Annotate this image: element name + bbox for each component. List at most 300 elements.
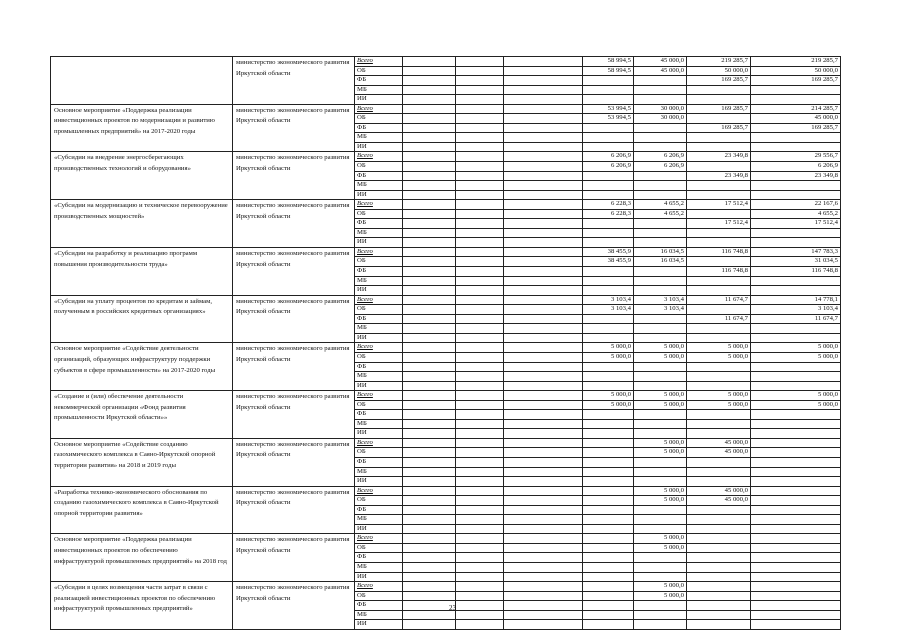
empty-cell <box>456 171 504 181</box>
empty-cell <box>403 553 456 563</box>
amount-cell-v1 <box>583 238 634 248</box>
funding-source-label: МБ <box>357 324 367 332</box>
funding-source <box>355 591 403 601</box>
amount-cell-v4 <box>751 524 841 534</box>
empty-cell <box>456 496 504 506</box>
empty-cell <box>456 247 504 257</box>
empty-cell <box>504 582 583 592</box>
funding-source-label: МБ <box>357 467 367 475</box>
funding-source <box>355 343 403 353</box>
empty-cell <box>403 467 456 477</box>
table-row <box>51 295 841 305</box>
amount-cell-v4 <box>751 181 841 191</box>
funding-source-label: ИИ <box>357 238 367 246</box>
empty-cell <box>403 505 456 515</box>
empty-cell <box>403 419 456 429</box>
funding-source-label: ОБ <box>357 305 366 313</box>
funding-source-label: ФБ <box>357 505 367 513</box>
funding-source <box>355 572 403 582</box>
amount-cell-v2 <box>634 477 687 487</box>
empty-cell <box>456 438 504 448</box>
amount-cell-v4: 169 285,7 <box>751 76 841 86</box>
funding-source-label: Всего <box>357 200 373 208</box>
empty-cell <box>403 343 456 353</box>
empty-cell <box>504 305 583 315</box>
amount-cell-v2: 5 000,0 <box>634 591 687 601</box>
amount-cell-v3: 23 349,8 <box>687 152 751 162</box>
funding-source-label: ФБ <box>357 267 367 275</box>
amount-cell-v3 <box>687 324 751 334</box>
empty-cell <box>504 562 583 572</box>
amount-cell-v1: 5 000,0 <box>583 352 634 362</box>
funding-source-label: ИИ <box>357 142 367 150</box>
amount-cell-v4 <box>751 410 841 420</box>
funding-source <box>355 410 403 420</box>
empty-cell <box>504 410 583 420</box>
empty-cell <box>403 620 456 630</box>
amount-cell-v1 <box>583 429 634 439</box>
amount-cell-v4 <box>751 438 841 448</box>
funding-source <box>355 267 403 277</box>
amount-cell-v1: 6 228,3 <box>583 209 634 219</box>
empty-cell <box>456 142 504 152</box>
amount-cell-v1 <box>583 123 634 133</box>
funding-source-label: ИИ <box>357 429 367 437</box>
empty-cell <box>403 477 456 487</box>
funding-source <box>355 190 403 200</box>
amount-cell-v2 <box>634 219 687 229</box>
funding-source-label: ФБ <box>357 362 367 370</box>
amount-cell-v2: 5 000,0 <box>634 448 687 458</box>
funding-source <box>355 534 403 544</box>
responsible-executor: министерство экономического развития Иркутской области <box>233 152 355 200</box>
amount-cell-v3 <box>687 620 751 630</box>
empty-cell <box>456 515 504 525</box>
empty-cell <box>504 333 583 343</box>
funding-source <box>355 286 403 296</box>
funding-source <box>355 200 403 210</box>
amount-cell-v4: 6 206,9 <box>751 162 841 172</box>
amount-cell-v1 <box>583 171 634 181</box>
empty-cell <box>456 181 504 191</box>
empty-cell <box>403 314 456 324</box>
empty-cell <box>403 381 456 391</box>
funding-source-label: Всего <box>357 295 373 303</box>
empty-cell <box>456 372 504 382</box>
funding-source-label: ФБ <box>357 76 367 84</box>
amount-cell-v4 <box>751 486 841 496</box>
activity-name: «Субсидии на уплату процентов по кредитам и займам, полученным в российских кредитных организациях» <box>51 295 233 343</box>
activity-name <box>51 57 233 105</box>
amount-cell-v2: 30 000,0 <box>634 104 687 114</box>
funding-source-label: ИИ <box>357 572 367 580</box>
amount-cell-v1: 5 000,0 <box>583 343 634 353</box>
amount-cell-v3: 169 285,7 <box>687 123 751 133</box>
funding-source <box>355 333 403 343</box>
amount-cell-v4 <box>751 582 841 592</box>
responsible-executor: министерство экономического развития Иркутской области <box>233 534 355 582</box>
amount-cell-v2: 45 000,0 <box>634 57 687 67</box>
amount-cell-v3 <box>687 286 751 296</box>
amount-cell-v4: 5 000,0 <box>751 400 841 410</box>
funding-source <box>355 515 403 525</box>
amount-cell-v4: 11 674,7 <box>751 314 841 324</box>
amount-cell-v3 <box>687 114 751 124</box>
amount-cell-v3 <box>687 276 751 286</box>
amount-cell-v3: 116 748,8 <box>687 267 751 277</box>
empty-cell <box>403 286 456 296</box>
empty-cell <box>504 524 583 534</box>
empty-cell <box>403 152 456 162</box>
amount-cell-v4 <box>751 562 841 572</box>
empty-cell <box>456 123 504 133</box>
amount-cell-v3 <box>687 553 751 563</box>
amount-cell-v1: 38 455,9 <box>583 257 634 267</box>
funding-source-label: Всего <box>357 582 373 590</box>
amount-cell-v4 <box>751 190 841 200</box>
amount-cell-v2 <box>634 181 687 191</box>
funding-source-label: ФБ <box>357 457 367 465</box>
empty-cell <box>403 123 456 133</box>
funding-source <box>355 400 403 410</box>
empty-cell <box>403 352 456 362</box>
funding-source <box>355 582 403 592</box>
empty-cell <box>504 505 583 515</box>
amount-cell-v3 <box>687 133 751 143</box>
funding-source-label: ФБ <box>357 553 367 561</box>
amount-cell-v4 <box>751 381 841 391</box>
amount-cell-v3: 45 000,0 <box>687 448 751 458</box>
funding-source <box>355 477 403 487</box>
amount-cell-v4 <box>751 477 841 487</box>
amount-cell-v4 <box>751 457 841 467</box>
amount-cell-v4 <box>751 85 841 95</box>
empty-cell <box>456 267 504 277</box>
empty-cell <box>504 162 583 172</box>
empty-cell <box>504 381 583 391</box>
empty-cell <box>403 572 456 582</box>
amount-cell-v1 <box>583 591 634 601</box>
funding-source <box>355 372 403 382</box>
funding-source <box>355 95 403 105</box>
empty-cell <box>504 152 583 162</box>
empty-cell <box>504 448 583 458</box>
empty-cell <box>403 247 456 257</box>
funding-source-label: ОБ <box>357 352 366 360</box>
amount-cell-v2 <box>634 314 687 324</box>
amount-cell-v3 <box>687 572 751 582</box>
amount-cell-v4 <box>751 505 841 515</box>
empty-cell <box>504 543 583 553</box>
funding-source <box>355 505 403 515</box>
funding-source <box>355 257 403 267</box>
empty-cell <box>403 305 456 315</box>
empty-cell <box>504 400 583 410</box>
amount-cell-v1: 53 994,5 <box>583 114 634 124</box>
empty-cell <box>504 200 583 210</box>
funding-source-label: ОБ <box>357 162 366 170</box>
amount-cell-v2 <box>634 171 687 181</box>
amount-cell-v4: 5 000,0 <box>751 343 841 353</box>
activity-name: «Субсидии на внедрение энергосберегающих производственных технологий и оборудования» <box>51 152 233 200</box>
table-row <box>51 247 841 257</box>
amount-cell-v3: 5 000,0 <box>687 400 751 410</box>
empty-cell <box>504 534 583 544</box>
funding-source-label: ИИ <box>357 620 367 628</box>
amount-cell-v3 <box>687 582 751 592</box>
responsible-executor: министерство экономического развития Иркутской области <box>233 57 355 105</box>
amount-cell-v3 <box>687 429 751 439</box>
empty-cell <box>403 190 456 200</box>
amount-cell-v3: 11 674,7 <box>687 295 751 305</box>
funding-source-label: ФБ <box>357 410 367 418</box>
empty-cell <box>403 181 456 191</box>
funding-source <box>355 457 403 467</box>
amount-cell-v1 <box>583 228 634 238</box>
empty-cell <box>504 66 583 76</box>
empty-cell <box>403 66 456 76</box>
funding-source <box>355 123 403 133</box>
empty-cell <box>456 467 504 477</box>
amount-cell-v2 <box>634 372 687 382</box>
empty-cell <box>456 114 504 124</box>
funding-source-label: ФБ <box>357 314 367 322</box>
amount-cell-v3 <box>687 333 751 343</box>
amount-cell-v3: 45 000,0 <box>687 496 751 506</box>
empty-cell <box>403 104 456 114</box>
empty-cell <box>403 391 456 401</box>
empty-cell <box>456 572 504 582</box>
amount-cell-v3 <box>687 591 751 601</box>
empty-cell <box>456 562 504 572</box>
amount-cell-v2 <box>634 286 687 296</box>
funding-source <box>355 142 403 152</box>
amount-cell-v1 <box>583 505 634 515</box>
amount-cell-v3 <box>687 257 751 267</box>
amount-cell-v2 <box>634 123 687 133</box>
empty-cell <box>504 190 583 200</box>
amount-cell-v2 <box>634 95 687 105</box>
table-row <box>51 57 841 67</box>
empty-cell <box>403 257 456 267</box>
empty-cell <box>456 276 504 286</box>
funding-source <box>355 352 403 362</box>
empty-cell <box>504 620 583 630</box>
empty-cell <box>504 496 583 506</box>
empty-cell <box>456 391 504 401</box>
amount-cell-v3 <box>687 95 751 105</box>
amount-cell-v4: 147 783,3 <box>751 247 841 257</box>
funding-source <box>355 419 403 429</box>
amount-cell-v4 <box>751 142 841 152</box>
activity-name: Основное мероприятие «Содействие созданию газохимического комплекса в Саяно-Иркутской опорной территории развития» на 2018 и 2019 годы <box>51 438 233 486</box>
amount-cell-v1 <box>583 267 634 277</box>
empty-cell <box>504 247 583 257</box>
activity-name: Основное мероприятие «Содействие деятельности организаций, образующих инфраструктуру поддержки субъектов в сфере промышленности» на 2017-2020 годы <box>51 343 233 391</box>
empty-cell <box>456 95 504 105</box>
table-row <box>51 391 841 401</box>
table-row <box>51 534 841 544</box>
budget-table <box>50 56 841 630</box>
amount-cell-v3 <box>687 372 751 382</box>
amount-cell-v1 <box>583 467 634 477</box>
amount-cell-v3 <box>687 419 751 429</box>
amount-cell-v3: 169 285,7 <box>687 104 751 114</box>
amount-cell-v4 <box>751 362 841 372</box>
amount-cell-v4 <box>751 515 841 525</box>
amount-cell-v3: 5 000,0 <box>687 343 751 353</box>
table-row <box>51 582 841 592</box>
funding-source-label: Всего <box>357 343 373 351</box>
empty-cell <box>403 591 456 601</box>
amount-cell-v1: 6 228,3 <box>583 200 634 210</box>
amount-cell-v4: 4 655,2 <box>751 209 841 219</box>
funding-source-label: ФБ <box>357 219 367 227</box>
table-row <box>51 486 841 496</box>
empty-cell <box>403 333 456 343</box>
funding-source-label: МБ <box>357 276 367 284</box>
empty-cell <box>504 362 583 372</box>
amount-cell-v3 <box>687 209 751 219</box>
amount-cell-v2 <box>634 333 687 343</box>
empty-cell <box>403 267 456 277</box>
funding-source-label: ФБ <box>357 123 367 131</box>
funding-source-label: ИИ <box>357 333 367 341</box>
amount-cell-v3 <box>687 142 751 152</box>
amount-cell-v4: 23 349,8 <box>751 171 841 181</box>
amount-cell-v3: 5 000,0 <box>687 391 751 401</box>
empty-cell <box>456 591 504 601</box>
empty-cell <box>504 257 583 267</box>
funding-source <box>355 66 403 76</box>
amount-cell-v3: 23 349,8 <box>687 171 751 181</box>
amount-cell-v3 <box>687 362 751 372</box>
funding-source-label: ИИ <box>357 477 367 485</box>
amount-cell-v1: 38 455,9 <box>583 247 634 257</box>
funding-source <box>355 85 403 95</box>
amount-cell-v3 <box>687 238 751 248</box>
amount-cell-v2: 5 000,0 <box>634 352 687 362</box>
funding-source <box>355 247 403 257</box>
amount-cell-v2: 5 000,0 <box>634 582 687 592</box>
activity-name: «Создание и (или) обеспечение деятельности некоммерческой организации «Фонд развития промышленности Иркутской области»» <box>51 391 233 439</box>
amount-cell-v4 <box>751 95 841 105</box>
amount-cell-v4 <box>751 133 841 143</box>
activity-name: «Субсидии на модернизацию и техническое перевооружение производственных мощностей» <box>51 200 233 248</box>
empty-cell <box>456 477 504 487</box>
empty-cell <box>504 209 583 219</box>
amount-cell-v2 <box>634 276 687 286</box>
funding-source <box>355 162 403 172</box>
amount-cell-v4 <box>751 620 841 630</box>
empty-cell <box>403 95 456 105</box>
funding-source-label: Всего <box>357 247 373 255</box>
amount-cell-v4: 31 034,5 <box>751 257 841 267</box>
amount-cell-v2 <box>634 76 687 86</box>
amount-cell-v4 <box>751 448 841 458</box>
amount-cell-v4: 5 000,0 <box>751 391 841 401</box>
responsible-executor: министерство экономического развития Иркутской области <box>233 295 355 343</box>
amount-cell-v2 <box>634 381 687 391</box>
funding-source-label: ФБ <box>357 601 367 609</box>
amount-cell-v3: 50 000,0 <box>687 66 751 76</box>
amount-cell-v4 <box>751 372 841 382</box>
amount-cell-v2: 5 000,0 <box>634 400 687 410</box>
amount-cell-v1 <box>583 419 634 429</box>
empty-cell <box>504 181 583 191</box>
empty-cell <box>456 286 504 296</box>
empty-cell <box>504 429 583 439</box>
responsible-executor: министерство экономического развития Иркутской области <box>233 200 355 248</box>
activity-name: Основное мероприятие «Поддержка реализации инвестиционных проектов по модернизации и развитию промышленных предприятий» на 2017-2020 годы <box>51 104 233 152</box>
page-number: 23 <box>449 604 456 612</box>
amount-cell-v1 <box>583 457 634 467</box>
amount-cell-v1 <box>583 572 634 582</box>
amount-cell-v1 <box>583 95 634 105</box>
funding-source-label: ОБ <box>357 591 366 599</box>
empty-cell <box>504 228 583 238</box>
responsible-executor: министерство экономического развития Иркутской области <box>233 104 355 152</box>
funding-source-label: ОБ <box>357 496 366 504</box>
amount-cell-v2 <box>634 572 687 582</box>
amount-cell-v2 <box>634 515 687 525</box>
amount-cell-v1 <box>583 524 634 534</box>
funding-source-label: ИИ <box>357 381 367 389</box>
amount-cell-v2: 5 000,0 <box>634 343 687 353</box>
empty-cell <box>456 352 504 362</box>
empty-cell <box>456 429 504 439</box>
table-row <box>51 200 841 210</box>
responsible-executor: министерство экономического развития Иркутской области <box>233 391 355 439</box>
amount-cell-v1 <box>583 553 634 563</box>
empty-cell <box>456 457 504 467</box>
table-row <box>51 152 841 162</box>
amount-cell-v2: 5 000,0 <box>634 534 687 544</box>
empty-cell <box>504 372 583 382</box>
amount-cell-v4: 14 778,1 <box>751 295 841 305</box>
amount-cell-v4: 116 748,8 <box>751 267 841 277</box>
amount-cell-v3 <box>687 467 751 477</box>
empty-cell <box>504 123 583 133</box>
funding-source <box>355 305 403 315</box>
amount-cell-v2: 4 655,2 <box>634 200 687 210</box>
empty-cell <box>403 238 456 248</box>
amount-cell-v1 <box>583 133 634 143</box>
amount-cell-v1 <box>583 276 634 286</box>
amount-cell-v3 <box>687 515 751 525</box>
amount-cell-v2 <box>634 419 687 429</box>
amount-cell-v1: 5 000,0 <box>583 391 634 401</box>
amount-cell-v1: 3 103,4 <box>583 305 634 315</box>
amount-cell-v2 <box>634 267 687 277</box>
amount-cell-v3: 17 512,4 <box>687 219 751 229</box>
empty-cell <box>403 438 456 448</box>
amount-cell-v1: 53 994,5 <box>583 104 634 114</box>
funding-source-label: ОБ <box>357 400 366 408</box>
amount-cell-v3 <box>687 457 751 467</box>
amount-cell-v1 <box>583 181 634 191</box>
empty-cell <box>504 314 583 324</box>
amount-cell-v2: 5 000,0 <box>634 486 687 496</box>
amount-cell-v1 <box>583 496 634 506</box>
empty-cell <box>456 620 504 630</box>
amount-cell-v1: 6 206,9 <box>583 152 634 162</box>
funding-source <box>355 295 403 305</box>
funding-source-label: ОБ <box>357 66 366 74</box>
funding-source <box>355 114 403 124</box>
amount-cell-v2: 16 034,5 <box>634 247 687 257</box>
amount-cell-v3 <box>687 543 751 553</box>
